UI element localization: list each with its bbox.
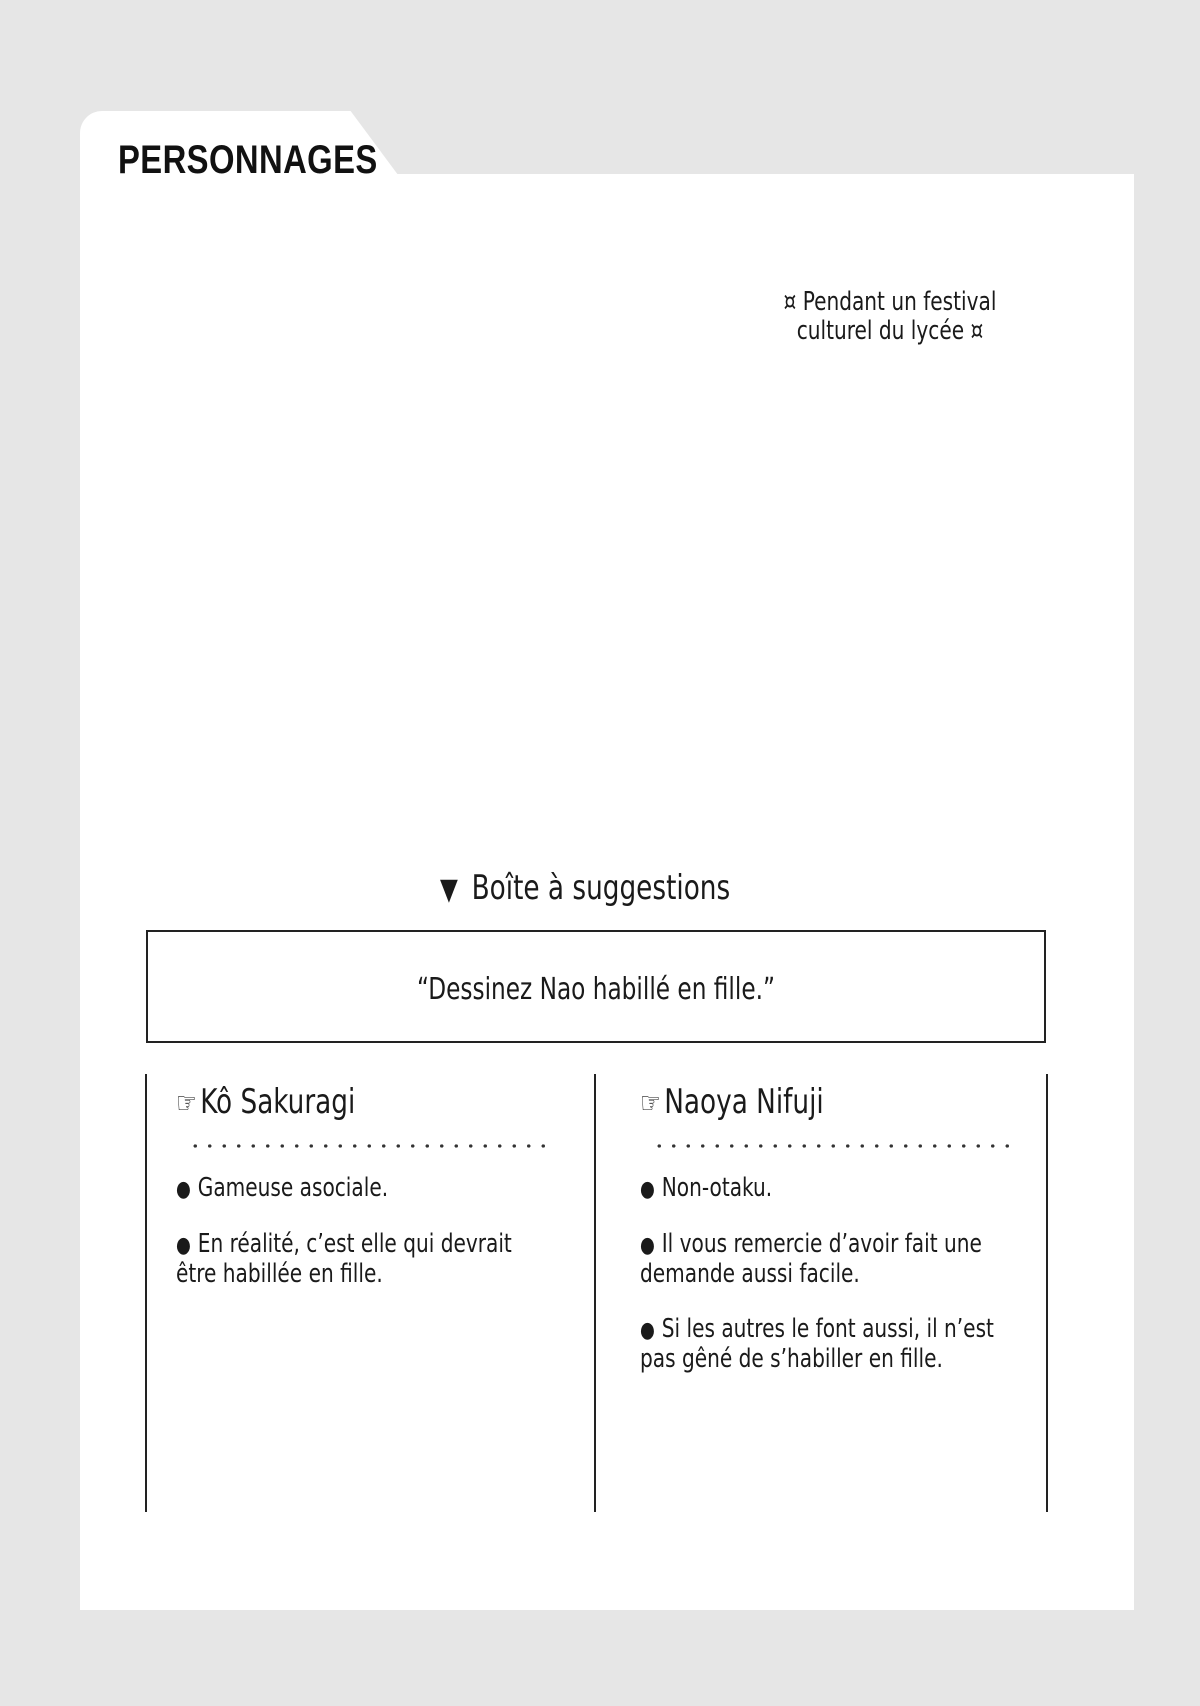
character-name-text: Naoya Nifuji — [664, 1082, 824, 1122]
character-trait-text: Non-otaku. — [661, 1173, 773, 1203]
character-trait — [176, 1174, 546, 1204]
character-trait-text: En réalité, c’est elle qui devrait être habillée en fille. — [176, 1229, 512, 1289]
suggestion-box-heading-text: Boîte à suggestions — [471, 868, 731, 908]
character-trait — [640, 1230, 1010, 1289]
pointing-hand-icon: ☞ — [176, 1086, 197, 1121]
bullet-icon: ● — [176, 1177, 191, 1202]
page-title: PERSONNAGES — [118, 138, 378, 182]
column-divider-right — [1046, 1074, 1048, 1512]
character-trait — [640, 1315, 1010, 1374]
character-name-text: Kô Sakuragi — [200, 1082, 356, 1122]
character-trait — [640, 1174, 1010, 1204]
column-divider-left — [145, 1074, 147, 1512]
character-card-naoya — [640, 1082, 1020, 1374]
character-trait-text: Il vous remercie d’avoir fait une demande aussi facile. — [640, 1229, 982, 1289]
bullet-icon: ● — [640, 1177, 655, 1202]
triangle-down-icon: ▼ — [440, 872, 458, 907]
suggestion-quote-box — [146, 930, 1046, 1043]
bullet-icon: ● — [640, 1318, 655, 1343]
bullet-icon: ● — [176, 1233, 191, 1258]
suggestion-quote: “Dessinez Nao habillé en fille.” — [417, 972, 775, 1007]
pointing-hand-icon: ☞ — [640, 1086, 661, 1121]
context-note: ¤ Pendant un festival culturel du lycée ¤ — [783, 287, 997, 346]
character-card-ko — [176, 1082, 556, 1289]
character-trait — [176, 1230, 546, 1289]
character-trait-text: Gameuse asociale. — [197, 1173, 389, 1203]
column-divider-middle — [594, 1074, 596, 1512]
character-name — [176, 1082, 503, 1122]
character-name — [640, 1082, 967, 1122]
dotted-separator — [188, 1144, 553, 1148]
suggestion-box-heading — [440, 868, 730, 908]
character-trait-text: Si les autres le font aussi, il n’est pas gêné de s’habiller en fille. — [640, 1314, 994, 1374]
dotted-separator — [652, 1144, 1017, 1148]
bullet-icon: ● — [640, 1233, 655, 1258]
